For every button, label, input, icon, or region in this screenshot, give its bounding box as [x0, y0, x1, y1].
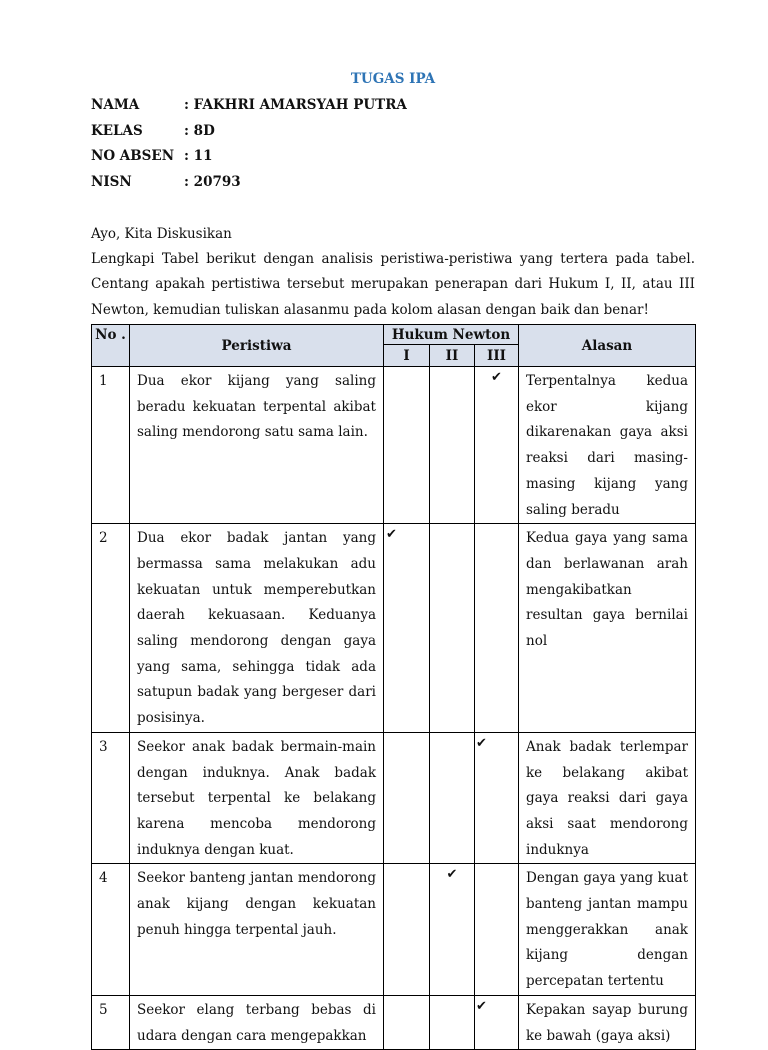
check-cell-iii	[475, 524, 519, 733]
check-cell-i	[384, 732, 430, 864]
document-title: TUGAS IPA	[350, 71, 436, 87]
instructions	[91, 222, 695, 324]
info-value: : 20793	[184, 174, 241, 191]
check-cell-ii	[430, 995, 475, 1049]
header-no: No .	[92, 325, 130, 367]
row-alasan: Terpentalnya kedua ekor kijang dikarenakan gaya aksi reaksi dari masing-masing kijang yang saling beradu	[519, 367, 696, 524]
row-number: 3	[92, 732, 130, 864]
checkmark-icon: ✔	[386, 527, 397, 543]
row-peristiwa: Seekor elang terbang bebas di udara dengan cara mengepakkan	[130, 995, 384, 1049]
info-row-nama	[91, 93, 695, 119]
header-hukum-newton: Hukum Newton	[384, 325, 519, 345]
checkmark-icon: ✔	[446, 867, 458, 883]
header-hukum-i: I	[384, 345, 430, 367]
newton-law-table	[91, 324, 696, 1050]
row-number: 5	[92, 995, 130, 1049]
document-page	[91, 68, 695, 324]
table-row	[92, 864, 696, 996]
check-cell-i	[384, 995, 430, 1049]
checkmark-icon: ✔	[491, 370, 502, 385]
row-alasan: Kedua gaya yang sama dan berlawanan arah mengakibatkan resultan gaya bernilai nol	[519, 524, 696, 733]
row-number: 4	[92, 864, 130, 996]
row-peristiwa: Seekor anak badak bermain-main dengan induknya. Anak badak tersebut terpental ke belakang karena mencoba mendorong induknya dengan kuat.	[130, 732, 384, 864]
info-row-kelas	[91, 119, 695, 145]
table-row	[92, 732, 696, 864]
check-cell-ii	[430, 524, 475, 733]
header-alasan: Alasan	[519, 325, 696, 367]
check-cell-ii	[430, 864, 475, 996]
info-label: NO ABSEN	[91, 148, 175, 165]
info-value: : 11	[184, 148, 213, 165]
header-hukum-iii: III	[475, 345, 519, 367]
info-row-no-absen	[91, 144, 695, 170]
row-peristiwa: Dua ekor badak jantan yang bermassa sama melakukan adu kekuatan untuk memperebutkan daerah kekuasaan. Keduanya saling mendorong dengan gaya yang sama, sehingga tidak ada satupun badak yang bergeser dari posisinya.	[130, 524, 384, 733]
check-cell-ii	[430, 367, 475, 524]
row-number: 1	[92, 367, 130, 524]
row-peristiwa: Seekor banteng jantan mendorong anak kijang dengan kekuatan penuh hingga terpental jauh.	[130, 864, 384, 996]
check-cell-i	[384, 367, 430, 524]
info-label: NISN	[91, 174, 132, 191]
check-cell-iii	[475, 732, 519, 864]
row-peristiwa: Dua ekor kijang yang saling beradu kekuatan terpental akibat saling mendorong satu sama lain.	[130, 367, 384, 524]
info-value: : 8D	[184, 122, 215, 139]
check-cell-ii	[430, 732, 475, 864]
table-row	[92, 524, 696, 733]
instructions-heading: Ayo, Kita Diskusikan	[91, 225, 232, 242]
student-info	[91, 93, 695, 196]
check-cell-iii	[475, 367, 519, 524]
header-hukum-ii: II	[430, 345, 475, 367]
check-cell-i	[384, 524, 430, 733]
checkmark-icon: ✔	[476, 735, 487, 751]
table-row	[92, 367, 696, 524]
info-label: KELAS	[91, 122, 143, 139]
table-row	[92, 995, 696, 1049]
check-cell-iii	[475, 864, 519, 996]
table-body	[92, 367, 696, 1050]
check-cell-iii	[475, 995, 519, 1049]
info-row-nisn	[91, 170, 695, 196]
check-cell-i	[384, 864, 430, 996]
row-alasan: Anak badak terlempar ke belakang akibat gaya reaksi dari gaya aksi saat mendorong induknya	[519, 732, 696, 864]
row-alasan: Kepakan sayap burung ke bawah (gaya aksi)	[519, 995, 696, 1049]
row-number: 2	[92, 524, 130, 733]
info-label: NAMA	[91, 97, 140, 113]
row-alasan: Dengan gaya yang kuat banteng jantan mampu menggerakkan anak kijang dengan percepatan tertentu	[519, 864, 696, 996]
instructions-body: Lengkapi Tabel berikut dengan analisis peristiwa-peristiwa yang tertera pada tabel. Centang apakah pertistiwa tersebut merupakan penerapan dari Hukum I, II, atau III Newton, kemudian tuliskan alasanmu pada kolom alasan dengan baik dan benar!	[91, 250, 695, 319]
info-value: : FAKHRI AMARSYAH PUTRA	[184, 97, 407, 113]
header-peristiwa: Peristiwa	[130, 325, 384, 367]
checkmark-icon: ✔	[476, 998, 487, 1014]
